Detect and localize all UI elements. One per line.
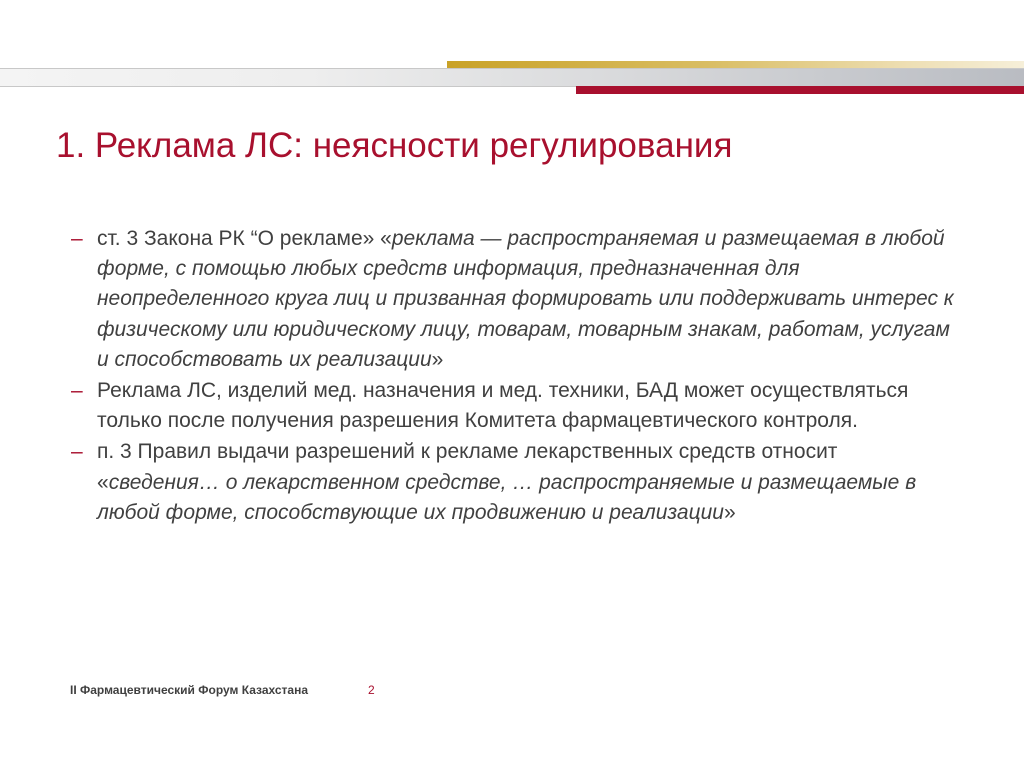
- bullet-list: [64, 224, 964, 529]
- bullet-dash: –: [71, 440, 83, 464]
- header-red-bar: [576, 86, 1024, 94]
- bullet-text: Реклама ЛС, изделий мед. назначения и мед. техники, БАД может осуществляться только после получения разрешения Комитета фармацевтического контроля.: [97, 379, 909, 433]
- footer-event-name: II Фармацевтический Форум Казахстана: [70, 683, 309, 697]
- header-bottom-line: [0, 86, 576, 87]
- bullet-text-close-quote: »: [723, 500, 736, 524]
- slide-title: 1. Реклама ЛС: неясности регулирования: [56, 126, 733, 165]
- header-gray-bar: [0, 69, 1024, 86]
- bullet-dash: –: [71, 227, 83, 250]
- page-number: 2: [368, 683, 375, 697]
- bullet-text-lead: ст. 3 Закона РК “О рекламе» «: [97, 227, 392, 250]
- bullet-text-lead: п. 3 Правил выдачи разрешений к рекламе лекарственных средств относит «: [97, 440, 838, 494]
- bullet-item-rules: [64, 437, 964, 528]
- bullet-text-quote: сведения… о лекарственном средстве, … распространяемые и размещаемые в любой форме, способствующие их продвижению и реализации: [97, 470, 917, 524]
- bullet-text-quote: реклама — распространяемая и размещаемая в любой форме, с помощью любых средств информация, предназначенная для неопределенного круга лиц и призванная формировать или поддерживать интерес к физическому или юридическому лицу, товарам, товарным знакам, работам, услугам и способствовать их реализации: [97, 227, 954, 371]
- bullet-text-close-quote: »: [431, 347, 444, 371]
- bullet-dash: –: [71, 379, 83, 403]
- bullet-item-permission: [64, 376, 964, 436]
- bullet-item-law-definition: [64, 224, 964, 375]
